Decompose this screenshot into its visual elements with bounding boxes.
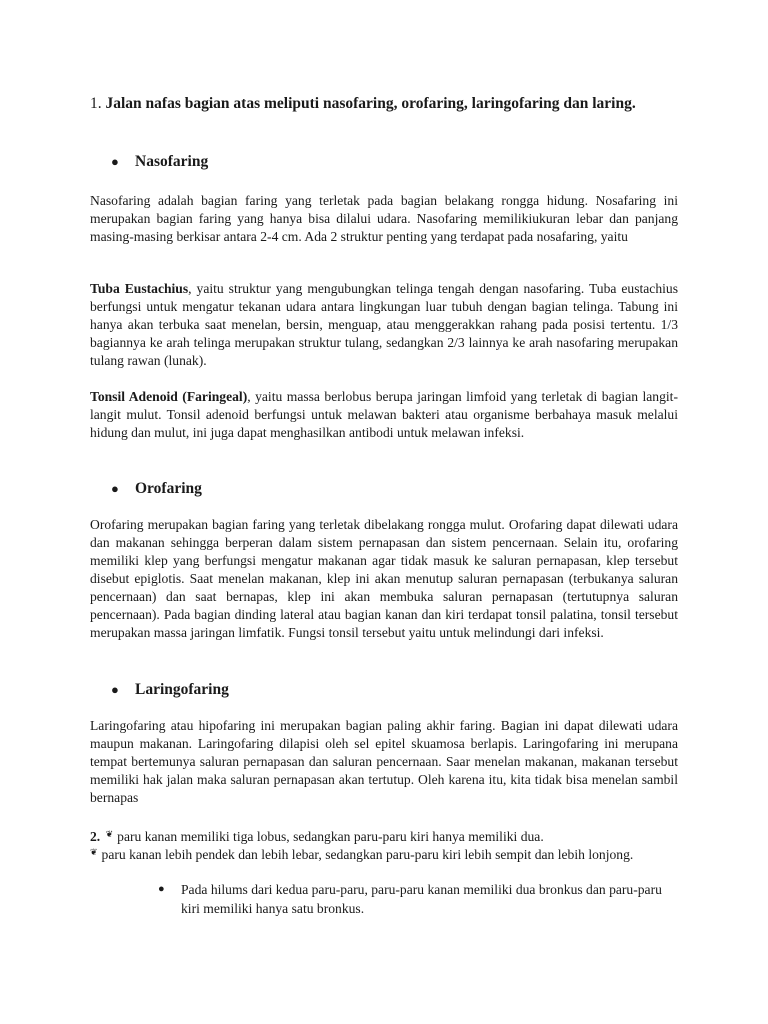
bullet-icon: ●	[111, 682, 119, 697]
laringofaring-paragraph: Laringofaring atau hipofaring ini merupakan bagian paling akhir faring. Bagian ini dapat dilewati udara maupun makanan. Laringofaring dilapisi oleh sel epitel skuamosa berlapis. Laringofaring ini merupana tempat bertemunya saluran pernapasan dan saluran pencernaan. Saar menelan makanan, makanan tersebut memiliki hak jalan maka saluran pernapasan akan tertutup. Oleh karena itu, kita tidak bisa menelan sambil bernapas	[90, 718, 678, 805]
title-text: Jalan nafas bagian atas meliputi nasofaring, orofaring, laringofaring dan laring.	[105, 95, 636, 112]
tonsil-term: Tonsil Adenoid (Faringeal)	[90, 389, 248, 404]
bullet-icon: ●	[158, 883, 165, 895]
section-heading-laringofaring	[113, 680, 229, 700]
tuba-text: , yaitu struktur yang mengubungkan telinga tengah dengan nasofaring. Tuba eustachius berfungsi untuk mengatur tekanan udara antara lingkungan luar tubuh dengan bagian telinga. Tabung ini hanya akan terbuka saat menelan, bersin, menguap, atau menggerakkan rahang pada posisi tertentu. 1/3 bagiannya ke arah telinga merupakan struktur tulang, sedangkan 2/3 lainnya ke arah nasofaring merupakan tulang rawan (lunak).	[90, 281, 678, 368]
orofaring-paragraph: Orofaring merupakan bagian faring yang terletak dibelakang rongga mulut. Orofaring dapat dilewati udara dan makanan sehingga berperan dalam sistem pernapasan dan sistem pencernaan. Selain itu, orofaring memiliki klep yang berfungsi mengatur makanan agar tidak masuk ke saluran pernapasan, klep tersebut disebut epiglotis. Saat menelan makanan, klep ini akan menutup saluran pernapasan (terbukanya saluran pencernaan) dan saat bernapas, klep ini akan membuka saluran pernapasan (tertutupnya saluran pencernaan). Pada bagian dinding lateral atau bagian kanan dan kiri terdapat tonsil palatina, tonsil tersebut merupakan massa jaringan limfatik. Fungsi tonsil tersebut yaitu untuk melindungi dari infeksi.	[90, 517, 678, 640]
section-heading-label: Nasofaring	[135, 153, 209, 170]
point-2-bullet-text: Pada hilums dari kedua paru-paru, paru-paru kanan memiliki dua bronkus dan paru-paru kiri memiliki hanya satu bronkus.	[181, 882, 662, 916]
point-2-text-1: paru kanan memiliki tiga lobus, sedangkan paru-paru kiri hanya memiliki dua.	[117, 829, 544, 844]
point-2-text-2: paru kanan lebih pendek dan lebih lebar, sedangkan paru-paru kiri lebih sempit dan lebih lonjong.	[101, 847, 634, 862]
bullet-icon: ●	[111, 481, 119, 496]
bullet-icon: ●	[111, 154, 119, 169]
section-heading-label: Orofaring	[135, 480, 202, 497]
section-heading-nasofaring	[113, 152, 208, 172]
lung-icon: ❦	[105, 829, 114, 839]
section-heading-label: Laringofaring	[135, 681, 229, 698]
point-2-bullet	[158, 880, 678, 918]
section-heading-orofaring	[113, 479, 202, 499]
tuba-eustachius-paragraph	[90, 280, 678, 370]
tonsil-text: , yaitu massa berlobus berupa jaringan limfoid yang terletak di bagian langit-langit mulut. Tonsil adenoid berfungsi untuk melawan bakteri atau organisme berbahaya masuk melalui hidung dan mulut, ini juga dapat menghasilkan antibodi untuk melawan infeksi.	[90, 389, 678, 440]
tuba-term: Tuba Eustachius	[90, 281, 189, 296]
point-2-number: 2.	[90, 829, 101, 844]
title-number: 1.	[90, 95, 102, 112]
page-title	[90, 93, 678, 114]
point-2-line-2	[90, 843, 690, 864]
tonsil-adenoid-paragraph	[90, 388, 678, 442]
nasofaring-intro: Nasofaring adalah bagian faring yang terletak pada bagian belakang rongga hidung. Nosafaring ini merupakan bagian faring yang hanya bisa dilalui udara. Nasofaring memilikiukuran lebar dan panjang masing-masing berkisar antara 2-4 cm. Ada 2 struktur penting yang terdapat pada nosafaring, yaitu	[90, 193, 678, 244]
lung-icon: ❦	[90, 847, 98, 857]
